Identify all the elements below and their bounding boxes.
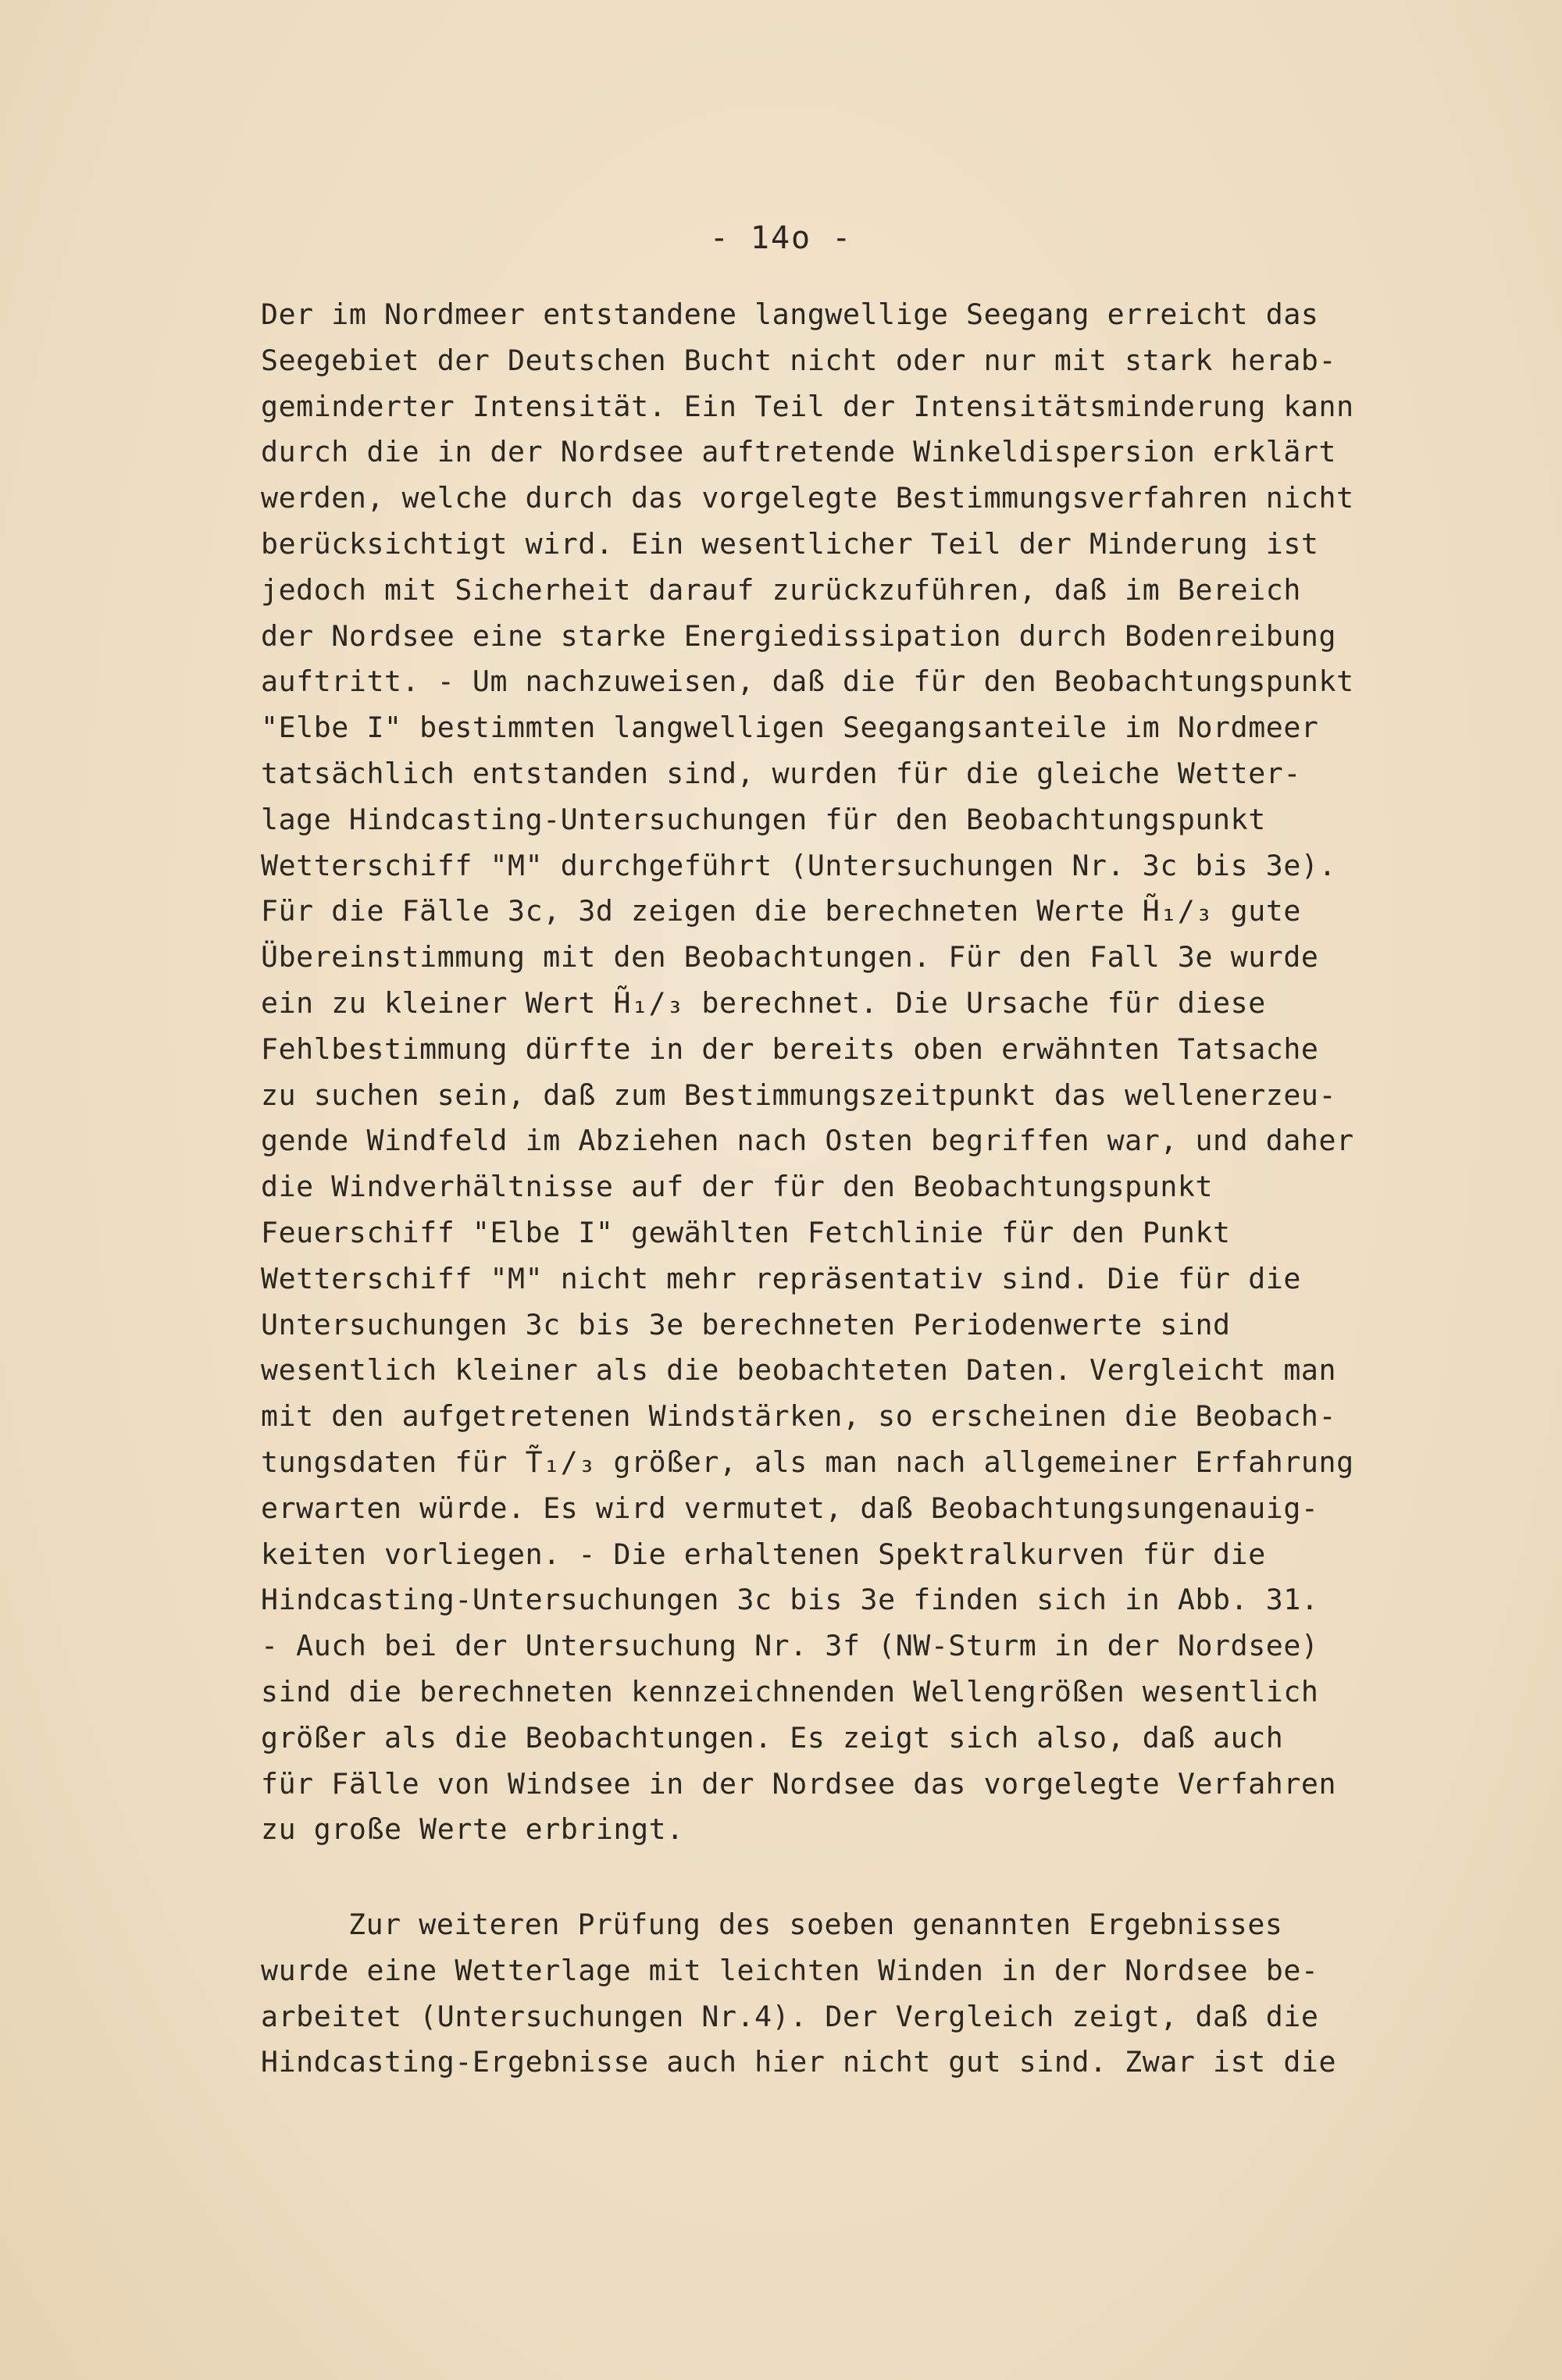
text-line: Fehlbestimmung dürfte in der bereits oben erwähnten Tatsache <box>261 1031 1319 1066</box>
paragraph-1 <box>261 292 1448 1853</box>
text-line: tungsdaten für T̃₁/₃ größer, als man nach allgemeiner Erfahrung <box>261 1445 1354 1479</box>
text-line: geminderter Intensität. Ein Teil der Intensitätsminderung kann <box>261 389 1354 423</box>
text-line: zu suchen sein, daß zum Bestimmungszeitpunkt das wellenerzeu- <box>261 1078 1337 1112</box>
text-line: zu große Werte erbringt. <box>261 1812 684 1847</box>
text-line: Hindcasting-Ergebnisse auch hier nicht gut sind. Zwar ist die <box>261 2045 1337 2079</box>
text-line: auftritt. - Um nachzuweisen, daß die für den Beobachtungspunkt <box>261 664 1354 699</box>
text-line: für Fälle von Windsee in der Nordsee das vorgelegte Verfahren <box>261 1766 1337 1801</box>
text-line: Zur weiteren Prüfung des soeben genannten Ergebnisses <box>348 1908 1283 1941</box>
text-line: gende Windfeld im Abziehen nach Osten begriffen war, und daher <box>261 1124 1354 1158</box>
text-line: erwarten würde. Es wird vermutet, daß Beobachtungsungenauig- <box>261 1491 1319 1525</box>
text-line: Feuerschiff "Elbe I" gewählten Fetchlinie für den Punkt <box>261 1215 1231 1249</box>
text-line: berücksichtigt wird. Ein wesentlicher Teil der Minderung ist <box>261 526 1319 561</box>
text-line: wurde eine Wetterlage mit leichten Winden in der Nordsee be- <box>261 1953 1319 1987</box>
text-line: Wetterschiff "M" nicht mehr repräsentativ sind. Die für die <box>261 1261 1301 1295</box>
text-line: Der im Nordmeer entstandene langwellige Seegang erreicht das <box>261 298 1319 331</box>
page-number: - 14o - <box>709 220 853 256</box>
text-line: wesentlich kleiner als die beobachteten Daten. Vergleicht man <box>261 1353 1337 1388</box>
text-line: werden, welche durch das vorgelegte Bestimmungsverfahren nicht <box>261 481 1354 515</box>
text-line: größer als die Beobachtungen. Es zeigt sich also, daß auch <box>261 1720 1284 1755</box>
text-line: Untersuchungen 3c bis 3e berechneten Periodenwerte sind <box>261 1307 1231 1341</box>
text-line: tatsächlich entstanden sind, wurden für die gleiche Wetter- <box>261 756 1301 790</box>
paragraph-2 <box>261 1902 1448 2086</box>
text-line: "Elbe I" bestimmten langwelligen Seegangsanteile im Nordmeer <box>261 711 1319 745</box>
text-line: der Nordsee eine starke Energiedissipation durch Bodenreibung <box>261 618 1337 653</box>
text-line: mit den aufgetretenen Windstärken, so erscheinen die Beobach- <box>261 1399 1337 1434</box>
text-line: Hindcasting-Untersuchungen 3c bis 3e finden sich in Abb. 31. <box>261 1583 1319 1617</box>
text-line: Für die Fälle 3c, 3d zeigen die berechneten Werte H̃₁/₃ gute <box>261 894 1301 928</box>
text-line: arbeitet (Untersuchungen Nr.4). Der Vergleich zeigt, daß die <box>261 1999 1319 2033</box>
text-line: Übereinstimmung mit den Beobachtungen. Für den Fall 3e wurde <box>261 940 1319 974</box>
text-line: die Windverhältnisse auf der für den Beobachtungspunkt <box>261 1170 1214 1204</box>
text-line: sind die berechneten kennzeichnenden Wellengrößen wesentlich <box>261 1674 1319 1708</box>
text-line: jedoch mit Sicherheit darauf zurückzuführen, daß im Bereich <box>261 572 1301 607</box>
text-line: lage Hindcasting-Untersuchungen für den Beobachtungspunkt <box>261 802 1266 836</box>
text-line: Seegebiet der Deutschen Bucht nicht oder nur mit stark herab- <box>261 343 1337 377</box>
text-line: keiten vorliegen. - Die erhaltenen Spektralkurven für die <box>261 1537 1266 1571</box>
text-line: Wetterschiff "M" durchgeführt (Untersuchungen Nr. 3c bis 3e). <box>261 848 1337 882</box>
text-line: durch die in der Nordsee auftretende Winkeldispersion erklärt <box>261 435 1337 469</box>
text-line: - Auch bei der Untersuchung Nr. 3f (NW-Sturm in der Nordsee) <box>261 1629 1319 1663</box>
text-line: ein zu kleiner Wert H̃₁/₃ berechnet. Die Ursache für diese <box>261 985 1266 1020</box>
